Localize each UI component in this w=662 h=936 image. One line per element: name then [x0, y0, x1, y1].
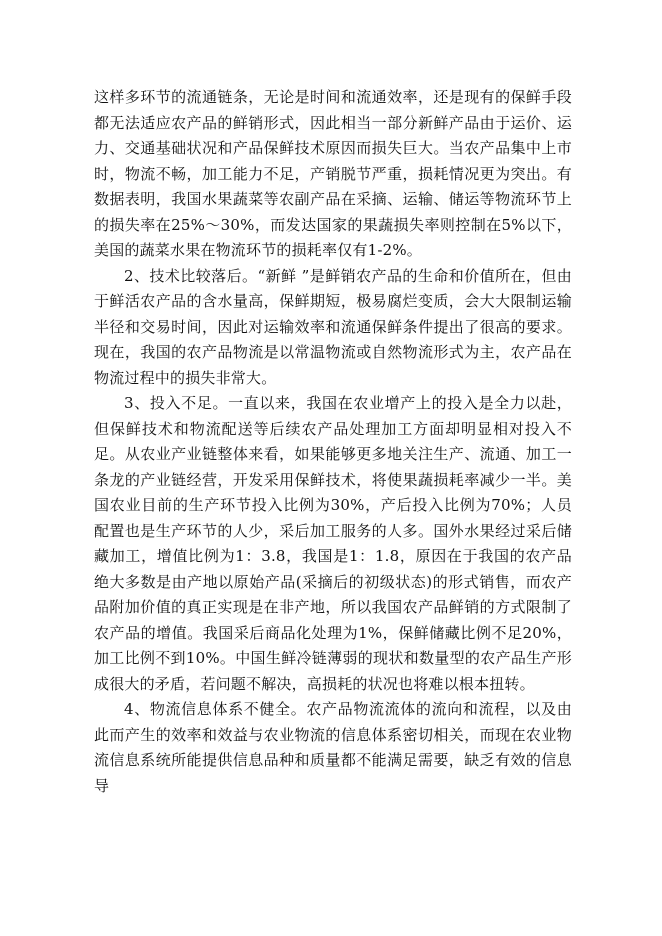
paragraph-logistics-chain: 这样多环节的流通链条，无论是时间和流通效率，还是现有的保鲜手段都无法适应农产品的鲜销形式，因此相当一部分新鲜产品由于运价、运力、交通基础状况和产品保鲜技术原因而损失巨大。当农产品集中上市时，物流不畅，加工能力不足，产销脱节严重，损耗情况更为突出。有数据表明，我国水果蔬菜等农副产品在采摘、运输、储运等物流环节上的损失率在25%～30%，而发达国家的果蔬损失率则控制在5%以下，美国的蔬菜水果在物流环节的损耗率仅有1-2%。: [94, 88, 572, 259]
paragraph-insufficient-investment: 3、投入不足。一直以来，我国在农业增产上的投入是全力以赴，但保鲜技术和物流配送等后续农产品处理加工方面却明显相对投入不足。从农业产业链整体来看，如果能够更多地关注生产、流通、加工一条龙的产业链经营，开发采用保鲜技术，将使果蔬损耗率减少一半。美国农业目前的生产环节投入比例为30%，产后投入比例为70%；人员配置也是生产环节的人少，采后加工服务的人多。国外水果经过采后储藏加工，增值比例为1：3.8，我国是1：1.8，原因在于我国的农产品绝大多数是由产地以原始产品(采摘后的初级状态)的形式销售，而农产品附加价值的真正实现是在非产地，所以我国农产品鲜销的方式限制了农产品的增值。我国采后商品化处理为1%，保鲜储藏比例不足20%，加工比例不到10%。中国生鲜冷链薄弱的现状和数量型的农产品生产形成很大的矛盾，若问题不解决，高损耗的状况也将难以根本扭转。: [94, 394, 572, 693]
paragraph-technology-lagging: 2、技术比较落后。“新鲜 ”是鲜销农产品的生命和价值所在，但由于鲜活农产品的含水量高，保鲜期短，极易腐烂变质，会大大限制运输半径和交易时间，因此对运输效率和流通保鲜条件提出了很高的要求。现在，我国的农产品物流是以常温物流或自然物流形式为主，农产品在物流过程中的损失非常大。: [94, 266, 572, 387]
paragraph-information-system: 4、物流信息体系不健全。农产品物流流体的流向和流程，以及由此而产生的效率和效益与农业物流的信息体系密切相关，而现在农业物流信息系统所能提供信息品种和质量都不能满足需要，缺乏有效的信息导: [94, 700, 572, 795]
document-page: [94, 85, 572, 799]
